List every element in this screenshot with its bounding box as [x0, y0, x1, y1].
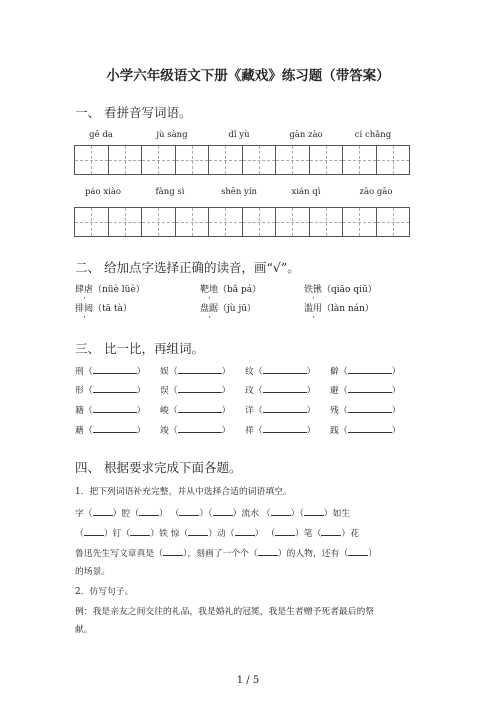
fill-line-2: [75, 525, 359, 539]
compare-item: 僻（ ）: [330, 363, 400, 377]
answer-blank[interactable]: [178, 402, 222, 413]
pron-options[interactable]: （làn nán）: [322, 304, 374, 314]
answer-blank[interactable]: [93, 505, 113, 516]
fill-text: ） （: [159, 509, 180, 519]
fill-text: ），刻画了一个个（: [182, 549, 258, 559]
compare-char: 刑: [75, 367, 84, 377]
pron-options[interactable]: （tā tà）: [93, 304, 132, 314]
answer-blank[interactable]: [348, 545, 368, 556]
example-line-2: 献。: [75, 625, 93, 635]
section-2-heading: 二、 给加点字选择正确的读音，画“√”。: [75, 260, 300, 275]
pron-item: [200, 282, 261, 295]
answer-blank[interactable]: [213, 505, 233, 516]
pinyin-label: xián qì: [291, 187, 321, 197]
fill-line-3: [75, 545, 377, 559]
compare-item: 竣（ ）: [160, 422, 230, 436]
answer-blank[interactable]: [179, 505, 199, 516]
compare-char: 避: [330, 386, 339, 396]
writing-grid[interactable]: [208, 145, 276, 175]
section-4-heading: 四、 根据要求完成下面各题。: [75, 460, 242, 475]
pinyin-label: cí chǎng: [354, 130, 392, 140]
compare-char: 纹: [245, 367, 254, 377]
compare-item: 玟（ ）: [245, 382, 315, 396]
compare-item: 纹（ ）: [245, 363, 315, 377]
compare-char: 祥: [245, 426, 254, 436]
answer-blank[interactable]: [130, 525, 150, 536]
compare-char: 误: [160, 386, 169, 396]
compare-item: 形（ ）: [75, 382, 145, 396]
fill-text: ）腔（: [112, 509, 140, 519]
answer-blank[interactable]: [348, 382, 392, 393]
fill-text: （: [75, 529, 84, 539]
answer-blank[interactable]: [163, 545, 183, 556]
fill-text: ）如生: [323, 509, 351, 519]
fill-line-1: [75, 505, 350, 519]
pron-item: [75, 301, 132, 314]
writing-grid[interactable]: [141, 145, 209, 175]
pinyin-label: gē da: [89, 130, 113, 140]
pron-word: 肆虐: [75, 285, 94, 295]
pron-item: [200, 301, 256, 314]
compare-char: 形: [75, 386, 84, 396]
compare-char: 娱: [160, 367, 169, 377]
compare-char: 竣: [160, 426, 169, 436]
pron-word: 铁锹: [304, 285, 323, 295]
answer-blank[interactable]: [93, 363, 137, 374]
pinyin-label: jù sàng: [156, 130, 188, 140]
pron-options[interactable]: （bǎ pá）: [218, 285, 262, 295]
compare-char: 玟: [245, 386, 254, 396]
compare-item: 避（ ）: [330, 382, 400, 396]
pron-options[interactable]: （qiāo qiū）: [322, 285, 377, 295]
section-1-heading: 一、 看拼音写词语。: [75, 105, 192, 120]
fill-line-4: 的场景。: [75, 567, 111, 577]
fill-text: ）（: [290, 509, 304, 519]
pron-item: [75, 282, 145, 295]
fill-text: ）钉（: [103, 529, 131, 539]
answer-blank[interactable]: [178, 422, 222, 433]
pron-options[interactable]: （jù jū）: [218, 304, 257, 314]
writing-grid[interactable]: [141, 207, 209, 237]
answer-blank[interactable]: [348, 422, 392, 433]
compare-char: 僻: [330, 367, 339, 377]
answer-blank[interactable]: [275, 525, 295, 536]
answer-blank[interactable]: [84, 525, 104, 536]
page-title: 小学六年级语文下册《藏戏》练习题（带答案）: [106, 68, 390, 84]
fill-text: ）的人物，还有（: [277, 549, 349, 559]
compare-item: 籍（ ）: [75, 402, 145, 416]
writing-grid[interactable]: [74, 207, 142, 237]
pron-word: 排闼: [75, 304, 94, 314]
answer-blank[interactable]: [321, 525, 341, 536]
fill-text: ） （: [254, 529, 275, 539]
answer-blank[interactable]: [348, 402, 392, 413]
answer-blank[interactable]: [263, 382, 307, 393]
answer-blank[interactable]: [93, 382, 137, 393]
answer-blank[interactable]: [348, 363, 392, 374]
answer-blank[interactable]: [178, 363, 222, 374]
compare-char: 详: [245, 406, 254, 416]
pinyin-label: gān zào: [289, 130, 323, 140]
pinyin-label: fàng sì: [155, 187, 185, 197]
question-1: 1．把下列词语补充完整，并从中选择合适的词语填空。: [75, 487, 292, 497]
answer-blank[interactable]: [271, 505, 291, 516]
fill-text: 鲁迅先生写文章真是（: [75, 549, 163, 559]
example-line-1: 例：我是亲友之间交往的礼品，我是婚礼的冠冕，我是生者赠予死者最后的祭: [75, 607, 375, 617]
compare-item: 残（ ）: [330, 402, 400, 416]
writing-grid[interactable]: [342, 207, 410, 237]
pron-options[interactable]: （nüè lüè）: [93, 285, 145, 295]
fill-text: ）流水 （: [232, 509, 271, 519]
pron-word: 滥用: [304, 304, 323, 314]
compare-item: 刑（ ）: [75, 363, 145, 377]
compare-item: 娱（ ）: [160, 363, 230, 377]
answer-blank[interactable]: [263, 402, 307, 413]
compare-item: 祥（ ）: [245, 422, 315, 436]
writing-grid[interactable]: [275, 145, 343, 175]
answer-blank[interactable]: [188, 525, 208, 536]
pron-word: 靶地: [200, 285, 219, 295]
pinyin-label: zāo gāo: [359, 187, 393, 197]
answer-blank[interactable]: [178, 382, 222, 393]
answer-blank[interactable]: [139, 505, 159, 516]
answer-blank[interactable]: [263, 363, 307, 374]
compare-item: 践（ ）: [330, 422, 400, 436]
page-number: 1 / 5: [236, 675, 260, 686]
fill-text: ）动（: [208, 529, 235, 539]
fill-text: ）笔（: [295, 529, 322, 539]
answer-blank[interactable]: [258, 545, 278, 556]
fill-text: ）（: [199, 509, 213, 519]
pinyin-label: shēn yín: [220, 187, 258, 197]
pinyin-label: dǐ yù: [228, 130, 250, 140]
answer-blank[interactable]: [93, 422, 137, 433]
section-3-heading: 三、 比一比，再组词。: [75, 341, 204, 356]
answer-blank[interactable]: [235, 525, 255, 536]
pron-item: [304, 282, 377, 295]
compare-char: 峻: [160, 406, 169, 416]
answer-blank[interactable]: [93, 402, 137, 413]
answer-blank[interactable]: [263, 422, 307, 433]
writing-grid[interactable]: [275, 207, 343, 237]
pron-word: 盘踞: [200, 304, 219, 314]
fill-text: 字（: [75, 509, 93, 519]
pron-item: [304, 301, 374, 314]
fill-text: ）铁 惊（: [150, 529, 189, 539]
writing-grid[interactable]: [74, 145, 142, 175]
writing-grid[interactable]: [208, 207, 276, 237]
pinyin-label: páo xiào: [84, 187, 122, 197]
question-2: 2．仿写句子。: [75, 587, 134, 597]
compare-char: 籍: [75, 406, 84, 416]
compare-char: 践: [330, 426, 339, 436]
compare-char: 残: [330, 406, 339, 416]
fill-text: ）: [368, 549, 377, 559]
compare-item: 详（ ）: [245, 402, 315, 416]
compare-item: 峻（ ）: [160, 402, 230, 416]
compare-item: 误（ ）: [160, 382, 230, 396]
answer-blank[interactable]: [304, 505, 324, 516]
fill-text: ）花: [341, 529, 360, 539]
compare-item: 藉（ ）: [75, 422, 145, 436]
compare-char: 藉: [75, 426, 84, 436]
writing-grid[interactable]: [342, 145, 410, 175]
